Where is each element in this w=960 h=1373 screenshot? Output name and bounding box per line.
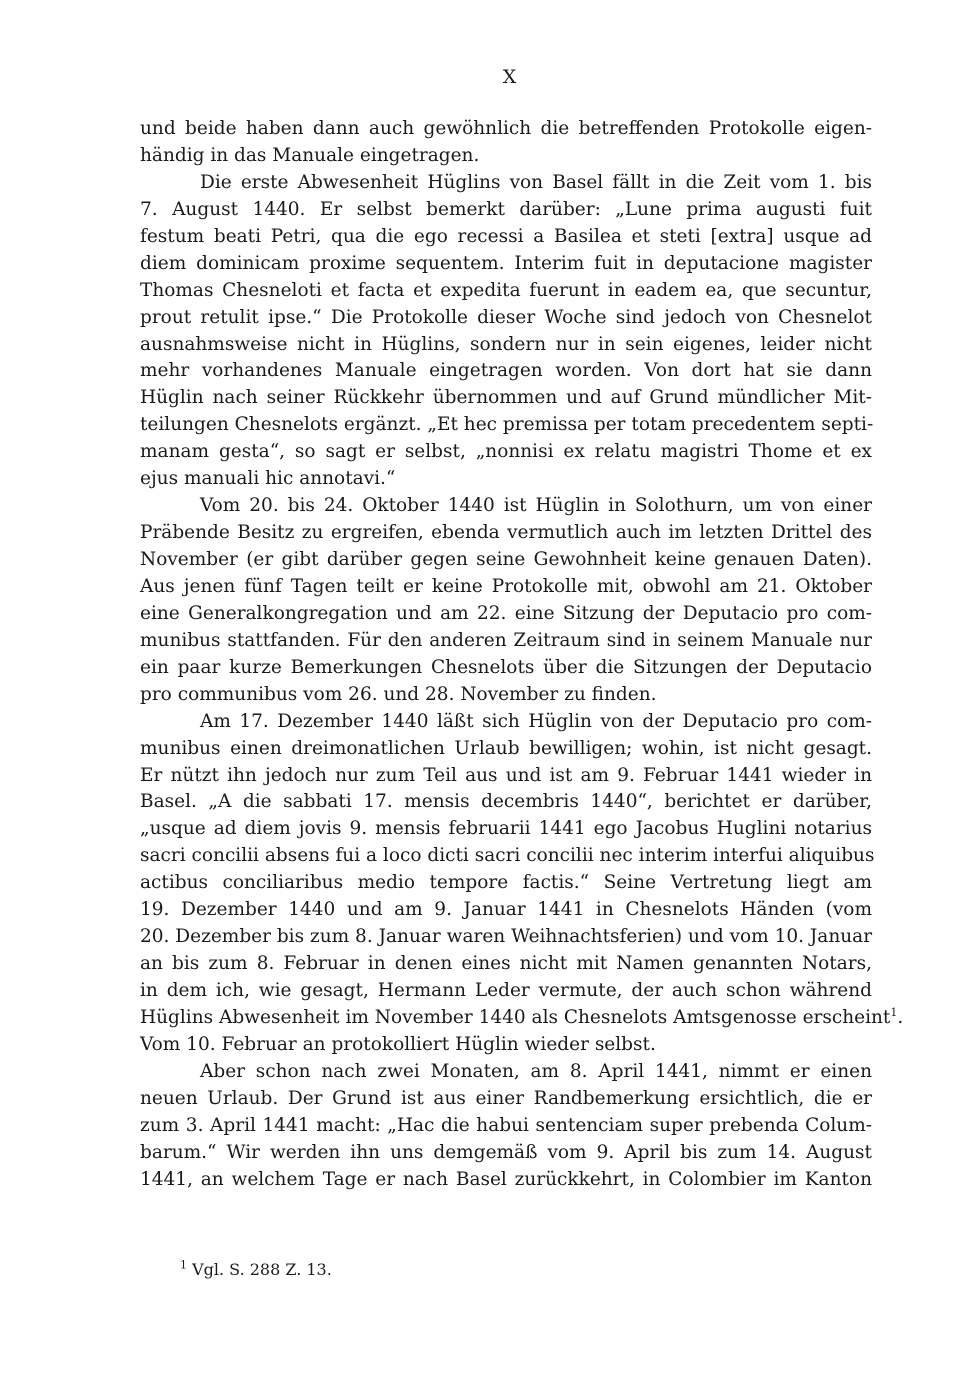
- page-number: X: [502, 66, 518, 88]
- text-line: prout retulit ipse.“ Die Protokolle dieser Woche sind jedoch von Chesnelot: [140, 306, 872, 328]
- footnote-reference: 1: [890, 1005, 898, 1019]
- text-line: Basel. „A die sabbati 17. mensis decembris 1440“, berichtet er darüber,: [140, 791, 872, 813]
- text-line: diem dominicam proxime sequentem. Interim fuit in deputacione magister: [140, 252, 872, 274]
- text-line: festum beati Petri, qua die ego recessi a Basilea et steti [extra] usque ad: [140, 225, 872, 247]
- text-line: händig in das Manuale eingetragen.: [140, 144, 480, 166]
- text-line: sacri concilii absens fui a loco dicti sacri concilii nec interim interfui aliquibus: [140, 845, 875, 867]
- text-line: und beide haben dann auch gewöhnlich die betreffenden Protokolle eigen-: [140, 118, 872, 139]
- footnote-text: Vgl. S. 288 Z. 13.: [192, 1260, 332, 1279]
- text-line: teilungen Chesnelots ergänzt. „Et hec premissa per totam precedentem septi-: [140, 414, 874, 436]
- text-line: 19. Dezember 1440 und am 9. Januar 1441 in Chesnelots Händen (vom: [140, 899, 872, 921]
- text-line: pro communibus vom 26. und 28. November zu finden.: [140, 683, 657, 705]
- text-line: Aber schon nach zwei Monaten, am 8. April 1441, nimmt er einen: [200, 1060, 872, 1082]
- text-line-with-footnote: [140, 1005, 904, 1032]
- text-line-content: Hüglins Abwesenheit im November 1440 als Chesnelots Amtsgenosse erscheint: [140, 1006, 891, 1028]
- text-line: „usque ad diem jovis 9. mensis februarii 1441 ego Jacobus Huglini notarius: [140, 818, 872, 840]
- text-line: manam gesta“, so sagt er selbst, „nonnisi ex relatu magistri Thome et ex: [140, 441, 872, 463]
- text-line: ein paar kurze Bemerkungen Chesnelots über die Sitzungen der Deputacio: [140, 656, 872, 678]
- text-line: in dem ich, wie gesagt, Hermann Leder vermute, der auch schon während: [140, 980, 872, 1001]
- text-line: Präbende Besitz zu ergreifen, ebenda vermutlich auch im letzten Drittel des: [140, 522, 872, 544]
- footnote: [180, 1260, 332, 1280]
- text-line: Vom 10. Februar an protokolliert Hüglin wieder selbst.: [140, 1033, 656, 1055]
- text-line: Hüglin nach seiner Rückkehr übernommen und auf Grund mündlicher Mit-: [140, 387, 872, 409]
- footnote-reference-trailing: .: [897, 1006, 904, 1028]
- text-line: actibus conciliaribus medio tempore factis.“ Seine Vertretung liegt am: [140, 872, 872, 894]
- text-line: ejus manuali hic annotavi.“: [140, 468, 396, 490]
- text-line: an bis zum 8. Februar in denen eines nicht mit Namen genannten Notars,: [140, 953, 872, 975]
- text-line: zum 3. April 1441 macht: „Hac die habui sentenciam super prebenda Colum-: [140, 1114, 872, 1136]
- text-line: munibus einen dreimonatlichen Urlaub bewilligen; wohin, ist nicht gesagt.: [140, 737, 872, 759]
- text-line: Er nützt ihn jedoch nur zum Teil aus und ist am 9. Februar 1441 wieder in: [140, 764, 872, 786]
- text-line: November (er gibt darüber gegen seine Gewohnheit keine genauen Daten).: [140, 549, 872, 570]
- text-line: 7. August 1440. Er selbst bemerkt darüber: „Lune prima augusti fuit: [140, 198, 872, 220]
- text-line: Die erste Abwesenheit Hüglins von Basel fällt in die Zeit vom 1. bis: [200, 171, 872, 193]
- text-line: mehr vorhandenes Manuale eingetragen worden. Von dort hat sie dann: [140, 360, 872, 382]
- footnote-marker: 1: [180, 1258, 187, 1272]
- text-line: 1441, an welchem Tage er nach Basel zurückkehrt, in Colombier im Kanton: [140, 1168, 872, 1190]
- text-line: eine Generalkongregation und am 22. eine Sitzung der Deputacio pro com-: [140, 602, 872, 624]
- text-line: Vom 20. bis 24. Oktober 1440 ist Hüglin in Solothurn, um von einer: [200, 495, 872, 517]
- text-line: neuen Urlaub. Der Grund ist aus einer Randbemerkung ersichtlich, die er: [140, 1087, 872, 1109]
- body-text: [140, 116, 904, 1194]
- text-line: barum.“ Wir werden ihn uns demgemäß vom 9. April bis zum 14. August: [140, 1141, 872, 1163]
- text-line: ausnahmsweise nicht in Hüglins, sondern nur in sein eigenes, leider nicht: [140, 333, 872, 355]
- text-line: 20. Dezember bis zum 8. Januar waren Weihnachtsferien) und vom 10. Januar: [140, 926, 873, 948]
- text-line: Am 17. Dezember 1440 läßt sich Hüglin von der Deputacio pro com-: [200, 710, 872, 732]
- text-line: Aus jenen fünf Tagen teilt er keine Protokolle mit, obwohl am 21. Oktober: [140, 575, 872, 597]
- text-line: Thomas Chesneloti et facta et expedita fuerunt in eadem ea, que secuntur,: [140, 279, 872, 301]
- text-line: munibus stattfanden. Für den anderen Zeitraum sind in seinem Manuale nur: [140, 629, 872, 651]
